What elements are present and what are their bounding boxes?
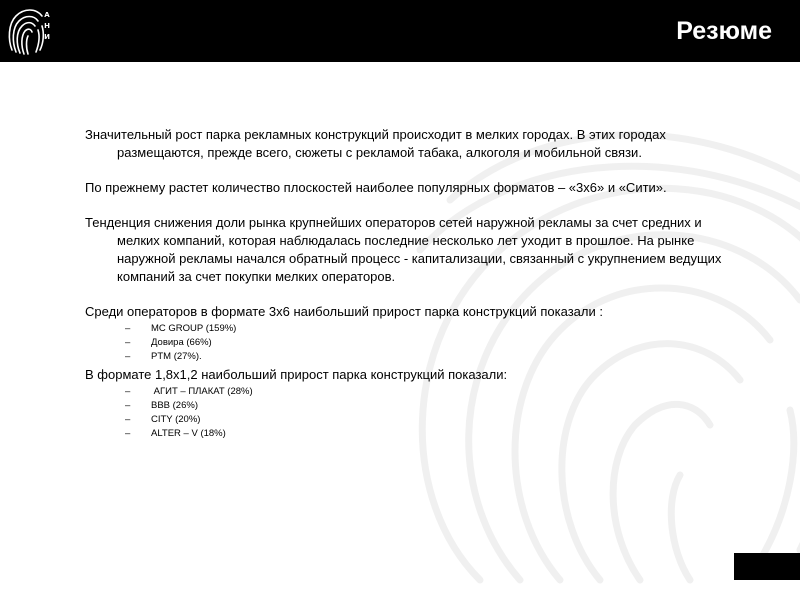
list-item [85,427,725,441]
slide-title: Резюме [676,17,772,45]
list-item [85,413,725,427]
list-item [85,336,725,350]
list-item-label: АГИТ – ПЛАКАТ (28%) [151,386,253,397]
list-item [85,385,725,399]
logo-letter: Н [44,22,50,30]
logo-letter: А [44,11,50,19]
list-3x6-operators [85,322,725,364]
list-item-label: CITY (20%) [151,414,201,425]
dash-marker: – [125,351,131,362]
dash-marker: – [125,428,131,439]
list-item-label: PTM (27%). [151,351,202,362]
list-18x12-operators [85,385,725,441]
dash-marker: – [125,400,131,411]
logo-letters [42,12,52,41]
slide-body [85,126,725,443]
list-item [85,350,725,364]
dash-marker: – [125,386,131,397]
list-item-label: Довира (66%) [151,337,212,348]
corner-block [734,553,800,580]
logo-letter: И [44,33,50,41]
dash-marker: – [125,414,131,425]
slide-header [0,0,800,62]
paragraph-small-cities-growth: Значительный рост парка рекламных конструкций происходит в мелких городах. В этих городах размещаются, прежде всего, сюжеты с рекламой табака, алкоголя и мобильной связи. [85,127,666,160]
paragraph-market-share-trend: Тенденция снижения доли рынка крупнейших операторов сетей наружной рекламы за счет средних и мелких компаний, которая наблюдалась последние несколько лет уходит в прошлое. На рынке наружной рекламы начался обратный процесс - капитализации, связанный с укрупнением ведущих компаний за счет покупки мелких операторов. [85,215,722,284]
dash-marker: – [125,323,131,334]
dash-marker: – [125,337,131,348]
list-item-label: ALTER – V (18%) [151,428,226,439]
paragraph-18x12-leaders-intro: В формате 1,8х1,2 наибольший прирост парка конструкций показали: [85,367,508,382]
list-item-label: MC GROUP (159%) [151,323,237,334]
list-item-label: BBB (26%) [151,400,198,411]
list-item [85,322,725,336]
paragraph-3x6-leaders-intro: Среди операторов в формате 3х6 наибольший прирост парка конструкций показали : [85,304,603,319]
list-item [85,399,725,413]
paragraph-popular-formats: По прежнему растет количество плоскостей наиболее популярных форматов – «3х6» и «Сити». [85,180,667,195]
